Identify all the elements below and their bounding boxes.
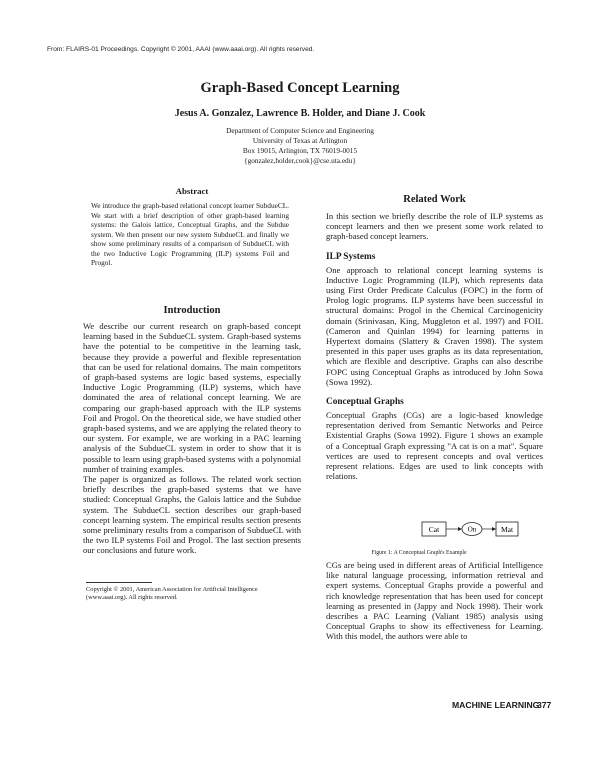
conceptual-graphs-continuation <box>326 560 543 642</box>
page-number: 377 <box>537 700 552 710</box>
abstract-heading: Abstract <box>175 186 209 196</box>
footnote-rule <box>86 582 152 583</box>
conceptual-graphs-paragraph-1: Conceptual Graphs (CGs) are a logic-based knowledge representation derived from Semantic Networks and Peirce Existential Graphs (Sowa 1992). Figure 1 shows an example of a Conceptual Graph expressing "A cat is on a mat". Square vertices are used to represent concepts and oval vertices represent relations. Edges are used to link concepts with relations. <box>326 410 543 482</box>
figure-caption: Figure 1: A Conceptual Graph's Example <box>371 550 467 556</box>
introduction-heading: Introduction <box>163 305 221 316</box>
affiliation-email: {gonzalez,holder,cook}@cse.uta.edu} <box>244 156 356 165</box>
source-line: From: FLAIRS-01 Proceedings. Copyright © 2001, AAAI (www.aaai.org). All rights reserved. <box>47 46 315 53</box>
affiliation-address: Box 19015, Arlington, TX 76019-0015 <box>242 146 358 155</box>
abstract-section <box>87 186 297 268</box>
affiliation-department: Department of Computer Science and Engineering <box>226 126 374 135</box>
related-work-section <box>326 194 543 481</box>
related-work-text: In this section we briefly describe the role of ILP systems as concept learners and then we present some work related to graph-based concept learners. <box>326 211 543 242</box>
conceptual-graphs-heading: Conceptual Graphs <box>326 397 404 408</box>
affiliation-university: University of Texas at Arlington <box>252 136 348 145</box>
introduction-section <box>83 305 301 556</box>
conceptual-graph-figure <box>417 516 521 552</box>
paper-title: Graph-Based Concept Learning <box>200 80 400 96</box>
conceptual-graphs-paragraph-2: CGs are being used in different areas of Artificial Intelligence like natural language processing, information retrieval and expert systems. Conceptual Graphs provide a powerful and rich knowledge representation that has been used for concept learning as presented in (Jappy and Nock 1998). Their work describes a PAC Learning (Valiant 1985) analysis using Conceptual Graphs to show its effectiveness for Learning. With this model, the authors were able to <box>326 560 543 642</box>
paper-authors: Jesus A. Gonzalez, Lawrence B. Holder, and Diane J. Cook <box>174 108 426 119</box>
related-work-heading: Related Work <box>403 194 466 205</box>
arrowhead-cat-on <box>458 527 462 531</box>
ilp-systems-text: One approach to relational concept learning systems is Inductive Logic Programming (ILP), which represents data using First Order Predicate Calculus (FOPC) in the form of Prolog logic programs. ILP systems have been successful in structural domains: Progol in the Chemical Carcinogenicity domain (Srinivasan, King, Muggleton et al. 1997) and FOIL (Cameron and Quinlan 1994) for learning patterns in Hypertext domains (Slattery & Craven 1998). The system presented in this paper uses graphs as its data representation, which are flexible and descriptive. Graphs can also describe FOPC using Conceptual Graphs as introduced by John Sowa (Sowa 1992). <box>326 264 543 387</box>
concept-label-cat: Cat <box>428 525 440 534</box>
introduction-paragraph-2: The paper is organized as follows. The related work section briefly describes the graph-based systems that we have studied: Conceptual Graphs, the Galois lattice and the Subdue system. The SubdueCL section describes our graph-based concept learning system. The empirical results section presents some preliminary results from a comparison of SubdueCL with the two ILP systems Foil and Progol. The last section presents our conclusions and future work. <box>83 474 301 556</box>
footer-section-label: MACHINE LEARNING <box>452 700 540 710</box>
ilp-systems-heading: ILP Systems <box>326 251 376 262</box>
affiliation-block <box>0 126 600 166</box>
introduction-paragraph-1: We describe our current research on graph-based concept learning based in the SubdueCL system. Graph-based systems have the potential to be competitive in the learning task, because they provide a powerful and flexible representation that can be used for relational domains. The main competitors of graph-based systems are logic based systems, especially Inductive Logic Programming (ILP) systems, which have dominated the area of relational concept learning. We are comparing our graph-based approach with the ILP systems Foil and Progol. On the theoretical side, we have studied other graph-based systems, and we are applying the related theory to our system. For example, we are working in a PAC learning analysis of the SubdueCL system in order to show that it is possible to learn using graph-based systems with a polynomial number of training examples. <box>83 321 301 474</box>
copyright-footnote: Copyright © 2001, American Association for Artificial Intelligence (www.aaai.org). All rights reserved. <box>86 586 258 602</box>
arrowhead-on-mat <box>492 527 496 531</box>
concept-label-mat: Mat <box>500 525 514 534</box>
relation-label-on: On <box>467 525 477 534</box>
abstract-text: We introduce the graph-based relational concept learner SubdueCL. We start with a brief description of other graph-based learning systems: the Galois lattice, Conceptual Graphs, and the Subdue system. We then present our new system SubdueCL and finally we show some preliminary results of a comparison of SubdueCL with the two Inductive Logic Programming (ILP) systems Foil and Progol. <box>91 201 289 267</box>
